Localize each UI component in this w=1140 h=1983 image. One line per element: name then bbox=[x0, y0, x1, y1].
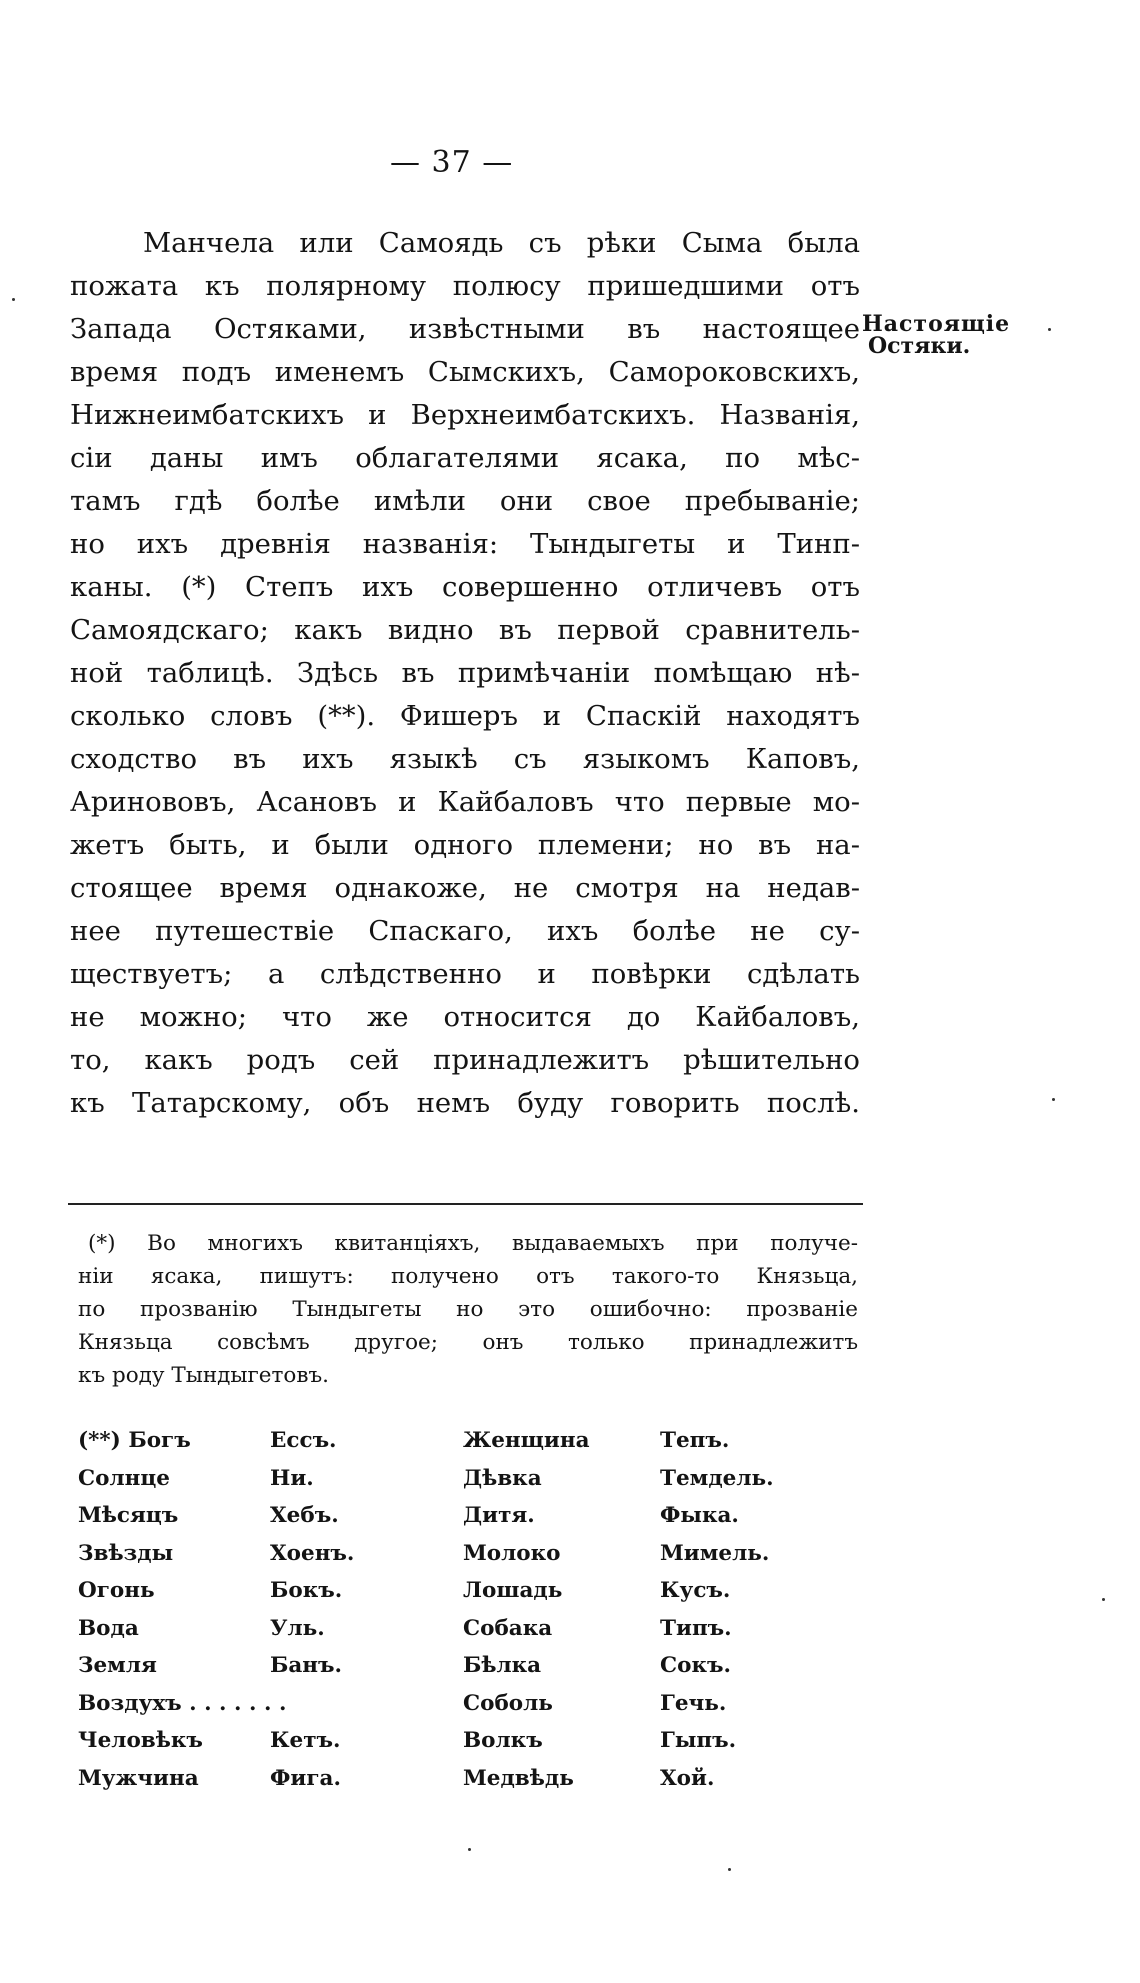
text-line: жетъ быть, и были одного племени; но въ на- bbox=[70, 829, 860, 861]
vocab-word: Дитя. bbox=[463, 1503, 535, 1528]
text-line: Нижнеимбатскихъ и Верхнеимбатскихъ. Названія, bbox=[70, 399, 860, 431]
footnote-divider bbox=[68, 1203, 863, 1205]
vocab-translation: Сокъ. bbox=[660, 1653, 731, 1678]
page-number: — 37 — bbox=[390, 145, 514, 180]
text-line: Запада Остяками, извѣстными въ настоящее bbox=[70, 313, 860, 345]
text-line: сколько словъ (**). Фишеръ и Спаскій находятъ bbox=[70, 700, 860, 732]
vocab-word: Женщина bbox=[463, 1428, 590, 1453]
vocab-translation: Кусъ. bbox=[660, 1578, 731, 1603]
vocab-translation: Кетъ. bbox=[270, 1728, 341, 1753]
text-line: каны. (*) Степъ ихъ совершенно отличевъ отъ bbox=[70, 571, 860, 603]
vocab-word: Собака bbox=[463, 1615, 553, 1641]
vocabulary-row bbox=[78, 1503, 878, 1541]
margin-note-line: Настоящіе bbox=[862, 311, 1011, 337]
vocab-word: Мужчина bbox=[78, 1765, 199, 1791]
footnote-line: ніи ясака, пишутъ: получено отъ такого-то Князьца, bbox=[78, 1264, 858, 1289]
vocabulary-row bbox=[78, 1728, 878, 1766]
vocab-word: Бѣлка bbox=[463, 1653, 542, 1678]
text-line: стоящее время однакоже, не смотря на недав- bbox=[70, 872, 860, 904]
vocab-word: Молоко bbox=[463, 1540, 561, 1566]
vocab-translation: Банъ. bbox=[270, 1653, 343, 1678]
vocab-word: Земля bbox=[78, 1653, 157, 1678]
text-line: Самоядскаго; какъ видно въ первой сравнитель- bbox=[70, 614, 860, 646]
text-line: Манчела или Самоядь съ рѣки Сыма была bbox=[143, 227, 860, 259]
vocabulary-row bbox=[78, 1541, 878, 1579]
vocab-translation: Уль. bbox=[270, 1615, 325, 1641]
text-line: ществуетъ; а слѣдственно и повѣрки сдѣлать bbox=[70, 958, 860, 990]
vocabulary-row bbox=[78, 1766, 878, 1804]
vocabulary-row bbox=[78, 1691, 878, 1729]
vocabulary-table bbox=[78, 1428, 878, 1803]
vocab-translation: Хебъ. bbox=[270, 1503, 339, 1528]
margin-note bbox=[862, 313, 1010, 357]
scan-speck bbox=[1052, 1098, 1055, 1101]
vocabulary-row bbox=[78, 1428, 878, 1466]
vocab-word: Вода bbox=[78, 1615, 139, 1641]
vocab-word: Медвѣдь bbox=[463, 1765, 574, 1791]
text-line: Аринововъ, Асановъ и Кайбаловъ что первые мо- bbox=[70, 786, 860, 818]
text-line: сіи даны имъ облагателями ясака, по мѣс- bbox=[70, 442, 860, 474]
vocab-word: Лошадь bbox=[463, 1578, 563, 1603]
footnote bbox=[78, 1227, 858, 1392]
vocab-translation: Фыка. bbox=[660, 1503, 739, 1528]
footnote-line: (*) Во многихъ квитанціяхъ, выдаваемыхъ при получе- bbox=[88, 1231, 858, 1256]
vocab-translation: Бокъ. bbox=[270, 1578, 343, 1603]
vocabulary-row bbox=[78, 1466, 878, 1504]
vocabulary-row bbox=[78, 1653, 878, 1691]
text-line: ной таблицѣ. Здѣсь въ примѣчаніи помѣщаю нѣ- bbox=[70, 657, 860, 689]
footnote-line: по прозванію Тындыгеты но это ошибочно: прозваніе bbox=[78, 1297, 858, 1322]
vocab-translation: Гечь. bbox=[660, 1690, 727, 1716]
vocab-translation: Ессъ. bbox=[270, 1428, 337, 1453]
scan-speck bbox=[728, 1868, 731, 1871]
vocab-translation: Темдель. bbox=[660, 1465, 774, 1491]
vocab-word: Человѣкъ bbox=[78, 1728, 203, 1753]
text-line: къ Татарскому, объ немъ буду говорить послѣ. bbox=[70, 1087, 860, 1119]
scan-speck bbox=[468, 1848, 471, 1851]
vocab-word: Соболь bbox=[463, 1690, 553, 1716]
vocab-translation: Тепъ. bbox=[660, 1428, 730, 1453]
vocab-translation: Типъ. bbox=[660, 1615, 732, 1641]
vocab-word: Дѣвка bbox=[463, 1465, 542, 1491]
text-line: пожата къ полярному полюсу пришедшими отъ bbox=[70, 270, 860, 302]
scan-speck bbox=[1102, 1598, 1105, 1601]
text-line: сходство въ ихъ языкѣ съ языкомъ Каповъ, bbox=[70, 743, 860, 775]
footnote-line: Князьца совсѣмъ другое; онъ только принадлежитъ bbox=[78, 1330, 858, 1355]
footnote-line: къ роду Тындыгетовъ. bbox=[78, 1363, 329, 1388]
vocabulary-row bbox=[78, 1616, 878, 1654]
vocabulary-row bbox=[78, 1578, 878, 1616]
margin-note-line: Остяки. bbox=[868, 333, 971, 359]
text-line: то, какъ родъ сей принадлежитъ рѣшительно bbox=[70, 1044, 860, 1076]
vocab-translation: Гыпъ. bbox=[660, 1728, 737, 1753]
vocab-translation: Фига. bbox=[270, 1765, 341, 1791]
vocab-translation: Хоенъ. bbox=[270, 1540, 355, 1566]
vocab-translation: Ни. bbox=[270, 1465, 314, 1491]
text-line: нее путешествіе Спаскаго, ихъ болѣе не су- bbox=[70, 915, 860, 947]
scan-speck bbox=[12, 298, 15, 301]
vocab-word: Звѣзды bbox=[78, 1540, 174, 1566]
text-line: не можно; что же относится до Кайбаловъ, bbox=[70, 1001, 860, 1033]
vocab-word: Мѣсяцъ bbox=[78, 1503, 179, 1528]
vocab-word: Солнце bbox=[78, 1465, 170, 1491]
vocab-translation: Мимель. bbox=[660, 1540, 770, 1566]
vocab-translation: Хой. bbox=[660, 1765, 715, 1791]
main-paragraph bbox=[70, 222, 860, 1125]
vocab-word: Воздухъ . . . . . . . bbox=[78, 1690, 287, 1716]
vocab-word: Огонь bbox=[78, 1578, 155, 1603]
vocab-word: Волкъ bbox=[463, 1728, 543, 1753]
text-line: но ихъ древнія названія: Тындыгеты и Тинп- bbox=[70, 528, 860, 560]
vocab-word: (**) Богъ bbox=[78, 1428, 191, 1453]
scan-speck bbox=[1048, 328, 1051, 331]
text-line: тамъ гдѣ болѣе имѣли они свое пребываніе; bbox=[70, 485, 860, 517]
text-line: время подъ именемъ Сымскихъ, Самороковскихъ, bbox=[70, 356, 860, 388]
